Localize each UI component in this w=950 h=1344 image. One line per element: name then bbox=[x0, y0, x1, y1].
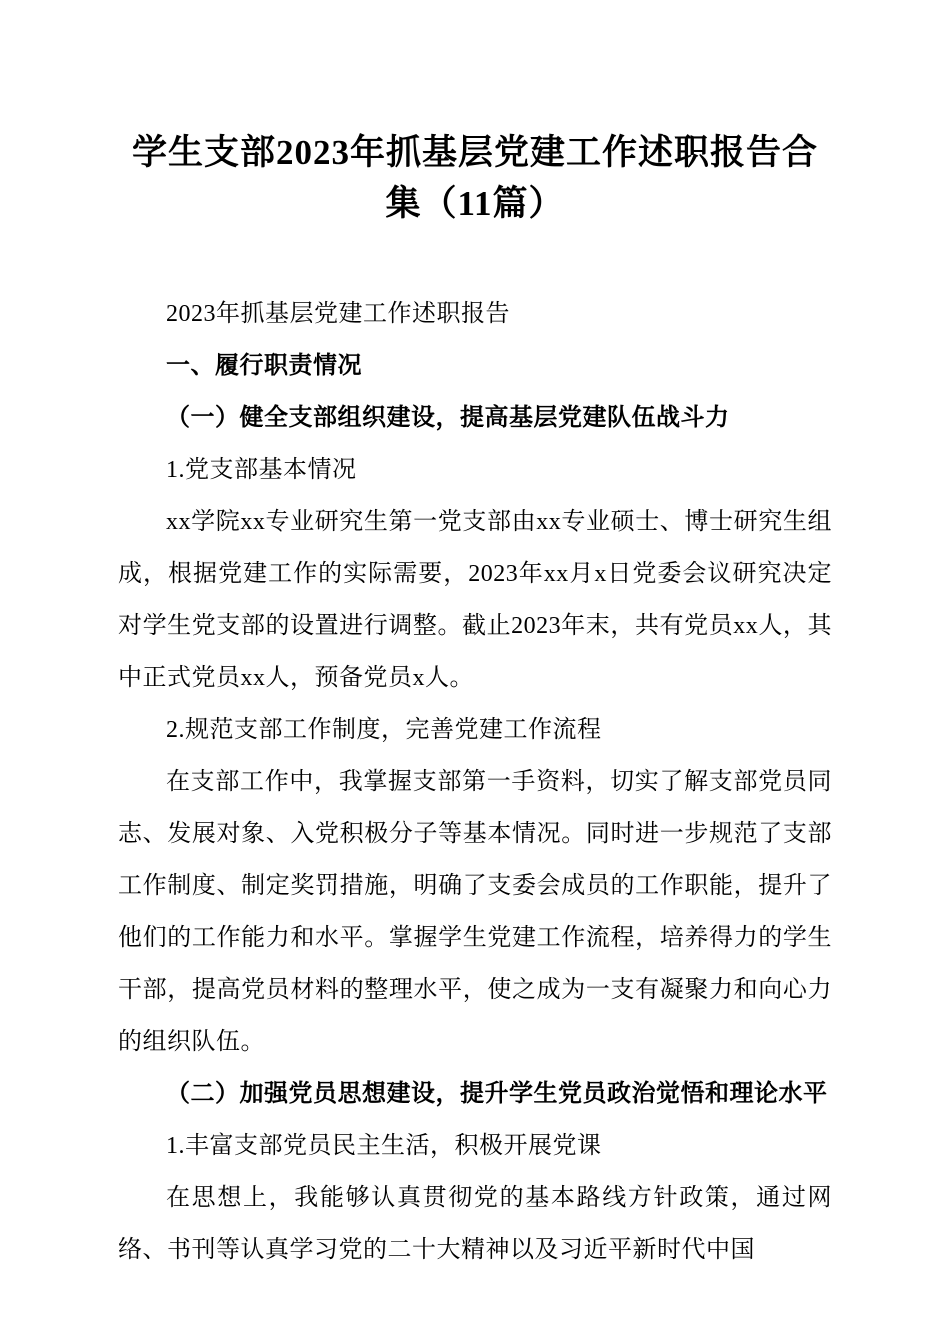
paragraph: 2.规范支部工作制度，完善党建工作流程 bbox=[166, 716, 602, 743]
paragraph: 在支部工作中，我掌握支部第一手资料，切实了解支部党员同志、发展对象、入党积极分子等基本情况。同时进一步规范了支部工作制度、制定奖罚措施，明确了支委会成员的工作职能，提升了他们的工作能力和水平。掌握学生党建工作流程，培养得力的学生干部，提高党员材料的整理水平，使之成为一支有凝聚力和向心力的组织队伍。 bbox=[118, 768, 832, 1055]
paragraph: 1.丰富支部党员民主生活，积极开展党课 bbox=[166, 1132, 602, 1159]
paragraph: 在思想上，我能够认真贯彻党的基本路线方针政策，通过网络、书刊等认真学习党的二十大精神以及习近平新时代中国 bbox=[118, 1184, 832, 1263]
document-body bbox=[118, 288, 832, 1276]
paragraph: xx学院xx专业研究生第一党支部由xx专业硕士、博士研究生组成，根据党建工作的实际需要，2023年xx月x日党委会议研究决定对学生党支部的设置进行调整。截止2023年末，共有党员xx人，其中正式党员xx人，预备党员x人。 bbox=[118, 508, 832, 691]
paragraph: 1.党支部基本情况 bbox=[166, 456, 357, 483]
paragraph: （二）加强党员思想建设，提升学生党员政治觉悟和理论水平 bbox=[166, 1079, 828, 1107]
paragraph: 2023年抓基层党建工作述职报告 bbox=[166, 300, 510, 327]
document-title: 学生支部2023年抓基层党建工作述职报告合集（11篇） bbox=[131, 133, 818, 223]
paragraph: （一）健全支部组织建设，提高基层党建队伍战斗力 bbox=[166, 403, 730, 431]
paragraph: 一、履行职责情况 bbox=[166, 351, 362, 379]
